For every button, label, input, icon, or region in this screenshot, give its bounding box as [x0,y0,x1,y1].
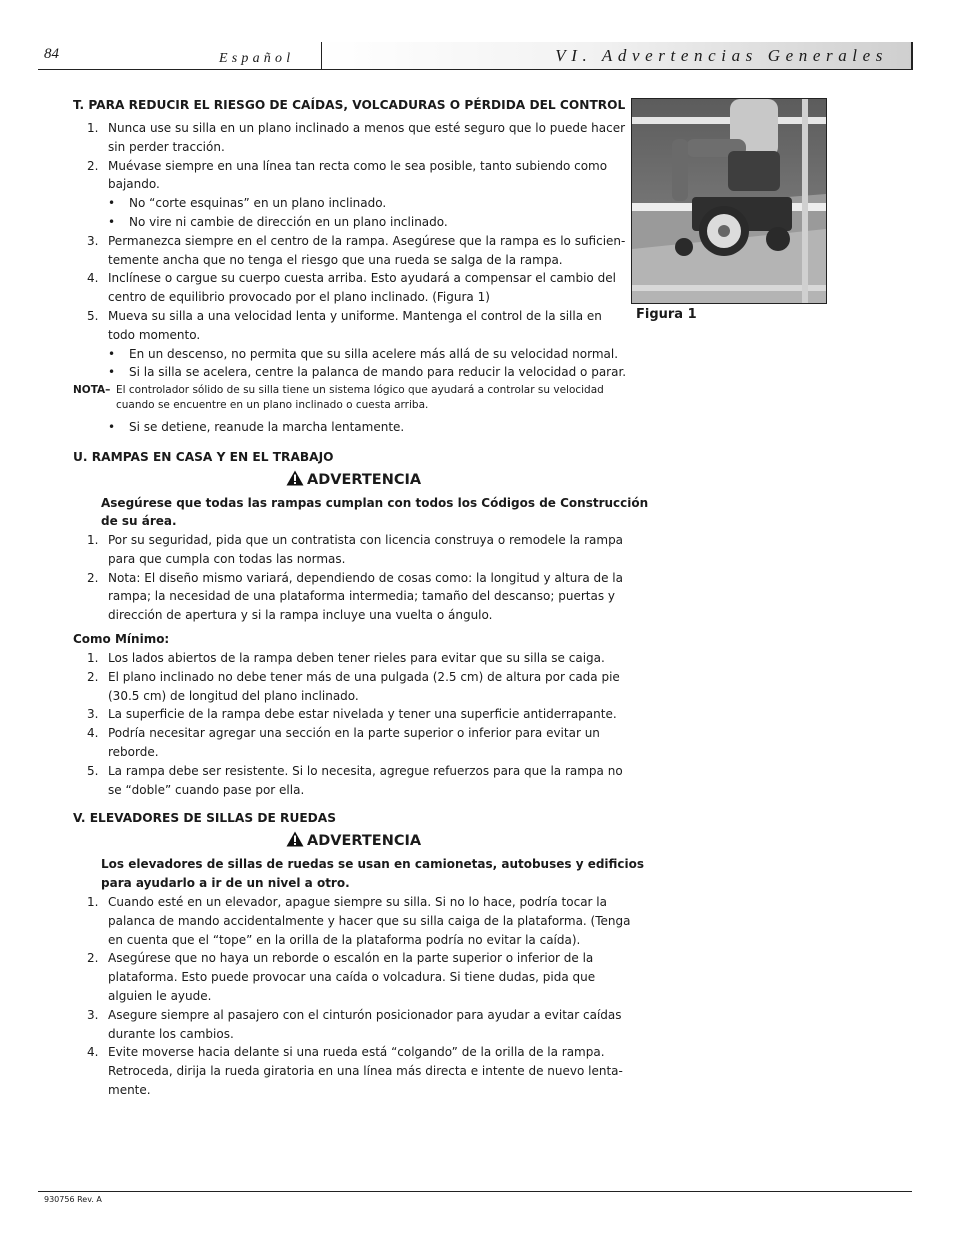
list-item [73,269,626,288]
item-text: reborde. [108,744,159,759]
item-text: La superficie de la rampa debe estar nivelada y tener una superficie antiderrapante. [108,707,617,722]
item-text: sin perder tracción. [108,139,225,154]
list-item [73,175,626,194]
bullet-mark: • [108,346,116,361]
warning-u-label: ADVERTENCIA [307,472,422,488]
list-item [73,1081,631,1100]
list-item [73,781,623,800]
list-item [73,138,626,157]
warning-u [286,470,421,488]
page-number: 84 [44,46,59,62]
list-item [73,1062,631,1081]
section-v-heading: V. ELEVADORES DE SILLAS DE RUEDAS [73,811,336,825]
last-bullet: Si se detiene, reanude la marcha lentamente. [129,420,405,434]
wheelchair-ramp-photo [632,99,826,303]
list-item [73,232,626,251]
item-text: Mueva su silla a una velocidad lenta y uniforme. Mantenga el control de la silla en [108,308,602,323]
item-text: palanca de mando accidentalmente y hacer que su silla caiga de la plataforma. (Tenga [108,913,631,928]
document-id: 930756 Rev. A [44,1195,102,1204]
item-text: dirección de apertura y si la rampa incluye una vuelta o ángulo. [108,608,493,623]
list-item [73,724,623,743]
item-text: No “corte esquinas” en un plano inclinado. [129,196,387,211]
warning-v [286,831,421,849]
bullet-mark: • [108,196,116,211]
list-item [73,587,623,606]
item-number: 2. [87,158,99,173]
list-item [73,1006,631,1025]
warning-triangle-icon [286,831,304,847]
item-number: 3. [87,707,99,722]
list-item [73,743,623,762]
list-item [73,705,623,724]
list-item [73,157,626,176]
figure-caption: Figura 1 [636,307,697,322]
item-text: alguien le ayude. [108,988,212,1003]
list-item [73,326,626,345]
bullet-item [73,345,626,364]
list-item [73,893,631,912]
list-item [73,649,623,668]
list-item [73,550,623,569]
list-item [73,931,631,950]
list-item [73,569,623,588]
item-text: se “doble” cuando pase por ella. [108,782,305,797]
item-number: 4. [87,1045,99,1060]
item-text: No vire ni cambie de dirección en un plano inclinado. [129,214,448,229]
list-item [73,531,623,550]
note-label: NOTA– [73,384,111,396]
item-text: Asegure siempre al pasajero con el cinturón posicionador para ayudar a evitar caídas [108,1007,622,1022]
footer-rule [38,1191,912,1192]
section-t-heading: T. PARA REDUCIR EL RIESGO DE CAÍDAS, VOLCADURAS O PÉRDIDA DEL CONTROL [73,98,626,112]
item-text: en cuenta que el “tope” en la orilla de la plataforma podría no evitar la caída). [108,932,581,947]
item-text: Cuando esté en un elevador, apague siempre su silla. Si no lo hace, podría tocar la [108,895,607,909]
chapter-title: VI. Advertencias Generales [555,46,888,65]
list-item [73,987,631,1006]
item-text: centro de equilibrio provocado por el plano inclinado. (Figura 1) [108,290,490,305]
section-t-list [73,119,626,382]
item-text: Los lados abiertos de la rampa deben tener rieles para evitar que su silla se caiga. [108,651,605,665]
warning-v-line-1: Los elevadores de sillas de ruedas se usan en camionetas, autobuses y edificios [101,857,645,871]
section-v-list [73,893,631,1100]
item-text: Inclínese o cargue su cuerpo cuesta arriba. Esto ayudará a compensar el cambio del [108,271,616,286]
item-text: temente ancha que no tenga el riesgo que una rueda se salga de la rampa. [108,252,563,267]
item-number: 1. [87,651,99,665]
item-number: 2. [87,570,99,585]
bullet-item [73,194,626,213]
item-text: El plano inclinado no debe tener más de una pulgada (2.5 cm) de altura por cada pie [108,669,620,684]
item-text: bajando. [108,177,160,192]
item-number: 1. [87,895,99,909]
item-number: 1. [87,121,99,135]
item-number: 3. [87,233,99,248]
header-band-edge [911,42,913,70]
list-item [73,288,626,307]
item-text: Por su seguridad, pida que un contratista con licencia construya o remodele la rampa [108,533,624,547]
list-item [73,968,631,987]
item-text: plataforma. Esto puede provocar una caída o volcadura. Si tiene dudas, pida que [108,970,596,985]
list-item [73,251,626,270]
list-item [73,606,623,625]
list-item [73,1043,631,1062]
item-text: Asegúrese que no haya un reborde o escalón en la parte superior o inferior de la [108,951,594,966]
minimum-list [73,649,623,799]
bullet-item [73,363,626,382]
note-line-2: cuando se encuentre en un plano inclinado o cuesta arriba. [116,399,429,411]
list-item [73,1025,631,1044]
item-text: todo momento. [108,327,201,342]
header-rule [38,69,322,70]
warning-v-line-2: para ayudarlo a ir de un nivel a otro. [101,876,350,890]
item-number: 5. [87,308,99,323]
list-item [73,119,626,138]
item-number: 2. [87,951,99,966]
section-u-list [73,531,623,625]
warning-v-label: ADVERTENCIA [307,833,422,849]
figure-photo [631,98,827,304]
bullet-mark: • [108,365,116,380]
warning-u-line-1: Asegúrese que todas las rampas cumplan con todos los Códigos de Construcción [101,496,649,510]
item-number: 4. [87,271,99,286]
item-text: Nota: El diseño mismo variará, dependiendo de cosas como: la longitud y altura de la [108,570,623,585]
list-item [73,762,623,781]
item-text: (30.5 cm) de longitud del plano inclinado. [108,688,359,703]
item-text: Evite moverse hacia delante si una rueda está “colgando” de la orilla de la rampa. [108,1045,605,1060]
item-text: mente. [108,1082,151,1097]
item-number: 4. [87,726,99,741]
language-label: Español [219,51,295,66]
list-item [73,668,623,687]
warning-u-line-2: de su área. [101,514,177,528]
item-text: En un descenso, no permita que su silla acelere más allá de su velocidad normal. [129,346,619,361]
item-text: Nunca use su silla en un plano inclinado a menos que esté seguro que lo puede hacer [108,121,626,135]
item-number: 2. [87,669,99,684]
item-number: 1. [87,533,99,547]
item-text: durante los cambios. [108,1026,234,1041]
bullet-item [73,213,626,232]
item-number: 3. [87,1007,99,1022]
bullet-mark: • [108,214,116,229]
item-text: rampa; la necesidad de una plataforma intermedia; tamaño del descanso; puertas y [108,589,615,604]
list-item [73,307,626,326]
warning-triangle-icon [286,470,304,486]
note-line-1: El controlador sólido de su silla tiene un sistema lógico que ayudará a controlar su velocidad [116,384,604,396]
item-text: para que cumpla con todas las normas. [108,551,346,566]
item-text: Retroceda, dirija la rueda giratoria en una línea más directa e intente de nuevo lenta- [108,1064,623,1079]
list-item [73,949,631,968]
section-u-heading: U. RAMPAS EN CASA Y EN EL TRABAJO [73,450,334,464]
item-text: Podría necesitar agregar una sección en la parte superior o inferior para evitar un [108,726,600,741]
item-number: 5. [87,763,99,778]
list-item [73,912,631,931]
item-text: Si la silla se acelera, centre la palanca de mando para reducir la velocidad o parar. [129,365,627,380]
minimum-label: Como Mínimo: [73,632,170,646]
item-text: La rampa debe ser resistente. Si lo necesita, agregue refuerzos para que la rampa no [108,763,623,778]
bullet-mark: • [108,420,116,434]
list-item [73,687,623,706]
item-text: Muévase siempre en una línea tan recta como le sea posible, tanto subiendo como [108,158,608,173]
item-text: Permanezca siempre en el centro de la rampa. Asegúrese que la rampa es lo suficien- [108,233,626,248]
